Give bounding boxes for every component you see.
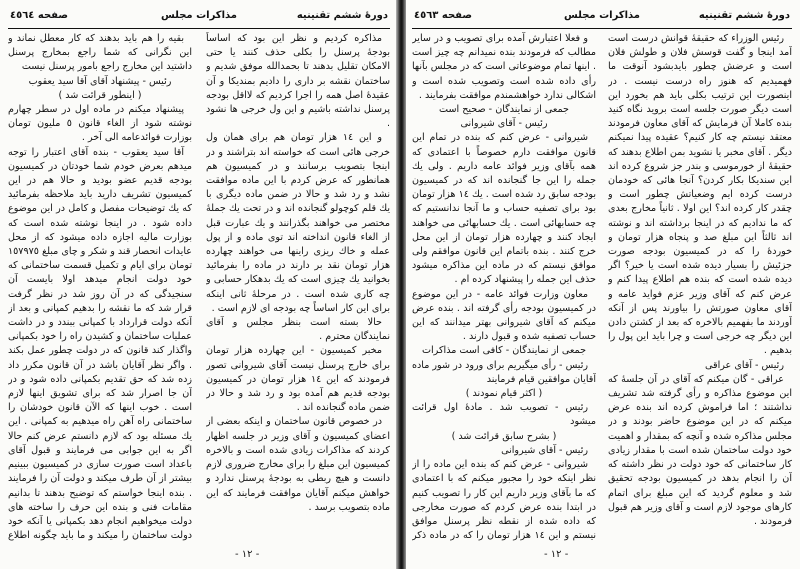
paragraph: رئیس - رأی میگیریم برای ورود در شور ماده آقایان موافقین قیام فرمایند [412,359,596,385]
paragraph: رئیس - آقای شیروانی [501,444,588,456]
page-header [414,10,790,26]
page-footer: - ١٢ - [235,549,260,560]
header-title: مذاکرات مجلس [160,10,238,21]
page-number: صفحه ٤٥٦٤ [10,10,69,21]
left-page [0,0,398,569]
paragraph: پیشنهاد میکنم در ماده اول در سطر چهارم نوشته شود از الغاء قانون ٥ ملیون تومان بوزارت فوائدعامه الی آخر . [8,104,192,144]
speaker-heading: جمعی از نمایندگان - صحیح است [439,104,569,116]
paragraph: رئیس الوزراء که حقیقهٔ قوانش درست است آمد اینجا و گفت قوسش فلان و طولش فلان است و عرضش چطور بایدبشود آنوقت ما فهمیدیم که هنوز راه درست نیست . در اینصورت این ترتیب بکلی باید هم بخورد این است دیگر صورت جلسه است بروید نگاه کنید بنده کاملا آن فرمایش که آقای معاون فرمودند معتقد نیستم چه کار کنیم؟ عقیده پیدا نمیکنم دیگر . آقای مخبر یا نشوید بمن اطلاع بدهند که حقیقهٔ از خورموسی و بندر جز شروع کرده اند این سندیکا بکار کردن؟ آنجا هائی که خودمان درست کرده ایم وضعیاتش چطور است و چقدر کار کرده اند؟ این اولا . ثانیاً مخارج بعدی که ما ندادیم که در اینجا برداشته اند و نوشته اند ثالثاً این مبلغ صد و پنجاه هزار تومان و خوردهٔ را که در کمیسیون بودجه صورت جزئیش را بسیار دیده شده است یا خیر؟ اگر دیده شده است که بنده هم اطلاع پیدا کنم و عرض کنم که آقای وزیر عزم فواید عامه و آقای معاون صورتش را بیاورند پس از آنکه آوردند ما بفهمیم بالاخره که بعد از کشتن دادن این دیگر چه خرجی است و چرا باید این پول را بدهیم . [608,33,792,357]
text-column-right [608,32,792,544]
session-label: دورهٔ ششم تقنینیه [296,10,388,21]
paragraph: شیروانی - عرض کنم که بنده در تمام این قانون موافقت دارم خصوصاً با اعتمادی که همه بآقای وزیر فوائد عامه داریم . ولی یك جمله را این جا گنجانده اند که در کمیسیون بودجه سابق رد شده است . یك ١٤ هزار تومان بود برای تصفیه حساب و ما آنجا ندانستیم که چه حسابهائی است . یك حسابهائی می خواهند ایجاد کنند و چهارده هزار تومان از این محل خرج کنند . بنده باتمام این قانون موافقم ولی موافق نیستم که در ماده این مذاکره میشود حذف این جمله را پیشنهاد کرده ام . [412,132,596,286]
book-gutter [396,0,406,569]
header-title: مذاکرات مجلس [563,10,641,21]
page-header [10,10,388,26]
paragraph: عراقی - گان میکنم که آقای در آن جلسهٔ که این موضوع مذاکره و رأی گرفته شد تشریف نداشتند ؛ اما فراموش کرده اند بنده عرض میکنم که در این موضوع حاضر بودند و در مجلس مذاکره شده و آنچه که بمقدار و اهمیت خود دولت ساختمان شده است با مقدار زیادی کار ساختمانی که خود دولت در نظر داشته که آن را انجام بدهد در کمیسیون بودجه تحقیق شد و معلوم گردید که این مبلغ برای اتمام کارهای موجود لازم است و آقای وزیر هم قبول فرمودند . [608,373,792,527]
speaker-heading: رئیس - پیشنهاد آقای آقا سید یعقوب [28,75,172,87]
session-label: دورهٔ ششم تقنینیه [698,10,790,21]
paragraph: مخبر کمیسیون - این چهارده هزار تومان برای خارج پرسنل نیست آقای شیروانی تصور فرمودند که این ١٤ هزار تومان در کمیسیون بودجه قدیم هم آمده بود و رد شد و حالا در ضمن ماده گنجانده اند . [206,345,390,414]
paragraph: و این ١٤ هزار تومان هم برای همان ول خرجی هائی است که خواسته اند بتراشند و در اینجا بتصویب برسانند و در کمیسیون هم همانطور که عرض کردم با این ماده موافقت نشد و رد شد و حالا در ضمن ماده دیگری با یك قلم کوچولو گنجانده اند و در تحت یك جملهٔ مختصر می خواهند بگذرانند و یك عبارت قبل از الغاء قانون انداخته اند توی ماده و از پول عمله و خاك ریزی راینها می خواهند چهارده هزار تومان نقد بر دارند در ماده را بفرمائید بخوانید یك چیزی است که یك بدهکار حسابی و چه کاری شده است . در مرحلهٔ ثانی اینکه برای این کار اساساً چه بودجه ای لازم است . [206,132,390,314]
text-column-right [206,32,390,544]
text-column-left [8,32,192,544]
speaker-heading: ( بشرح سابق قرائت شد ) [451,430,557,442]
page-number: صفحه ٤٥٦٣ [414,10,473,21]
paragraph: حالا بسته است بنظر مجلس و آقای نمایندگان محترم . [206,317,390,343]
speaker-heading: ( اکثر قیام نمودند ) [465,388,543,400]
header-rule [8,28,390,29]
text-column-left [412,32,596,544]
page-footer: - ١٢ - [544,549,569,560]
speaker-heading: رئیس - آقای شیروانی [460,118,548,130]
paragraph: و فعلا اعتبارش آمده برای تصویب و در سایر مطالب که فرمودند بنده نمیدانم چه چیز است . اینها تمام موضوعاتی است که در مجلس بآنها رأی داده شده است وتصویب شده است و اشکالی ندارد خواهشمندم موافقت بفرمایند . [412,33,596,101]
paragraph: شیروانی - عرض کنم که بنده این ماده را از نظر اینکه خود را مجبور میکنم که با اعتمادی که ما بآقای وزیر داریم این کار را تصویب کنیم در ابتدا بنده عرض کردم که صورت مخارجی که داده شده از نقطه نظر پرسنل موافق نیستم و این ١٤ هزار تومان را که در ماده ذکر [412,459,596,542]
speaker-heading: جمعی از نمایندگان - کافی است مذاکرات [421,345,587,357]
right-page [404,0,800,569]
paragraph: رئیس - تصویب شد . مادهٔ اول قرائت میشود [412,402,596,428]
speaker-heading: ( اینطور قرائت شد ) [58,89,142,101]
paragraph: در خصوص قانون ساختمان و اینکه بعضی از اعضای کمیسیون و آقای وزیر در جلسه اظهار کردند که مذاکرات زیادی شده است و بالاخره کمیسیون این مبلغ را برای مخارج ضروری لازم دانست و هیچ ربطی به بودجهٔ پرسنل ندارد و خواهش میکنم آقایان موافقت فرمایند که این ماده بتصویب برسد . [206,416,390,513]
header-rule [412,28,792,29]
paragraph: رئیس - آقای عراقی [705,359,784,371]
paragraph: معاون وزارت فوائد عامه - در این موضوع در کمیسیون بودجه رأی گرفته اند . بنده عرض میکنم که آقای شیروانی بهتر میدانند که این حساب تصفیه شده و قبول دارند . [412,288,596,343]
paragraph: مذاکره کردیم و نظر این بود که اساساً بودجهٔ پرسنل را بکلی حذف کنند یا حتی الامکان تقلیل بدهند تا بحمدالله موفق شدیم و ساختمان نقشه بر داری را دادیم بمنديكا و آن عقيدهٔ اصل همه را اجرا كرديم كه لااقل بودجه پرسنل نداشته باشیم و این ول خرجی ها نشود . [206,33,390,130]
paragraph: بقیه را هم باید بدهند که کار معطل نماند و این نگرانی که شما راجع بمخارج پرسنل داشتید این مخارج راجع بامور پرسنل نیست [8,33,192,73]
paragraph: آقا سید یعقوب - بنده آقای اعتبار را توجه میدهم بعرض خودم شما خودتان در کمیسیون بودجه قدیم عضو بودید و حالا هم در این کمیسیون تشریف دارید باید ملاحظه بفرمائید که یك توضیحات مفصل و کامل در این موضوع داده شود . در اینجا نوشته شده است که بوزارت مالیه اجازه داده میشود که از محل عایدات انحصار قند و شکر و چای مبلغ ١٥٧٩٧٥ تومان برای ایام و تکمیل قسمت ساختمانی که خود دولت انجام میدهد اولا بایست آن سنجیدگی که در آن روز شد در نظر گرفت قرار شد که ما نقشه را بدهیم کمپانی و بعد از آنکه دولت قرارداد با کمپانی ببندد و در داشت عملیات ساختمان و کشیدن راه را خود بکمپانی واگذار کند قانون که در دولت چطور عمل بکند . واگر نظر آقایان باشد در آن قانون مکرر داد زده شد که حق تقدیم بکمپانی داده شود و در آن جا اصرار شد که برای تشویق اینها لازم است . خوب اینها که الآن قانون خودشان را ساختمانی راه آهن راه میدهیم به کمپانی . این یك مسئله بود که لازم دانستم عرض کنم حالا اگر به این جوابی می فرمایند و قبول آقای باعداد است صورت سازی در کمیسیون ببینیم بیشتر از آن طرف میکند و دولت آن را فرمایند . بنده اینجا خواستم که توضیح بدهند تا بدانیم مقامات فنی و بنده این حرف را ساخته های دولت میخواهیم انجام دهد بکمپانی یا آنکه خود دولت ساختمان را میکند و ما باید چگونه اطلاع [8,146,192,542]
